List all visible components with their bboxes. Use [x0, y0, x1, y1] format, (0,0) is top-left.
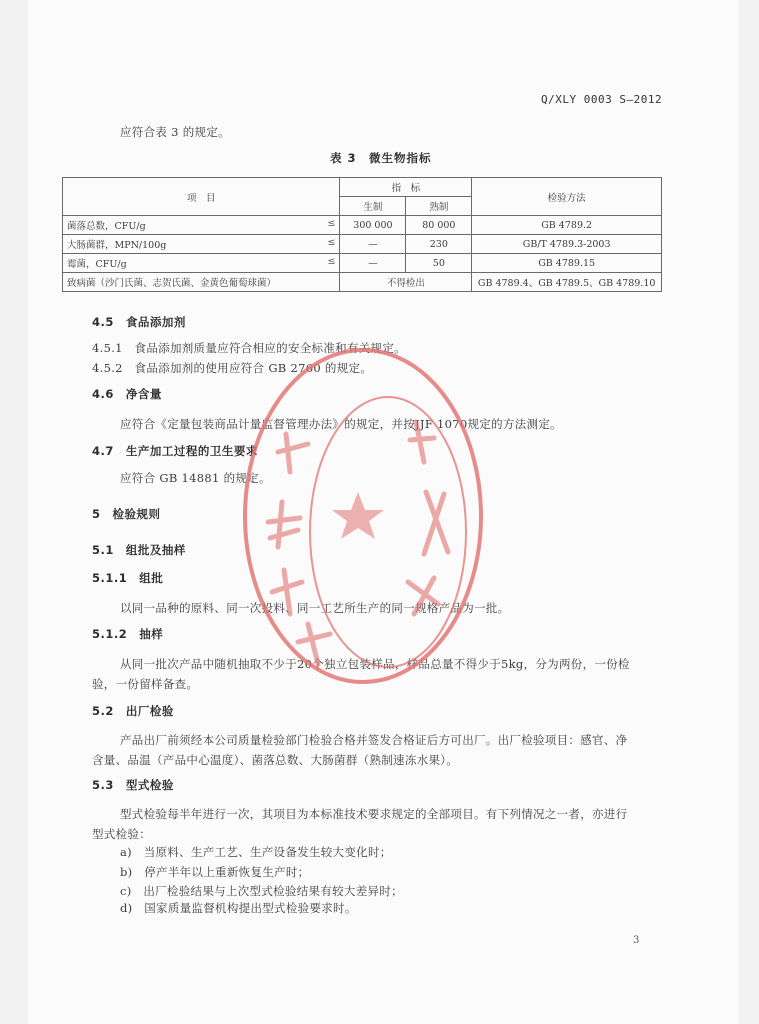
page-number: 3 [633, 935, 640, 946]
table-header-row [63, 178, 662, 197]
section-5-1-2-heading: 5.1.2 抽样 [92, 627, 164, 641]
row-item: 菌落总数，CFU/g ≤ [63, 216, 340, 235]
row-method: GB 4789.4、GB 4789.5、GB 4789.10 [472, 273, 662, 292]
section-5-1-2-text-line1: 从同一批次产品中随机抽取不少于20个独立包装样品，样品总量不得少于5kg，分为两份，一份检 [120, 657, 630, 671]
section-4-7-heading: 4.7 生产加工过程的卫生要求 [92, 444, 258, 458]
row-method: GB 4789.2 [472, 216, 662, 235]
table-row [63, 235, 662, 254]
list-item-c: c) 出厂检验结果与上次型式检验结果有较大差异时； [120, 884, 403, 898]
section-4-6-heading: 4.6 净含量 [92, 387, 162, 401]
company-seal-stamp [238, 342, 488, 690]
list-item-a: a) 当原料、生产工艺、生产设备发生较大变化时； [120, 845, 392, 859]
header-method: 检验方法 [472, 178, 662, 216]
table-row [63, 273, 662, 292]
list-item-d: d) 国家质量监督机构提出型式检验要求时。 [120, 901, 357, 915]
row-value: 不得检出 [340, 273, 472, 292]
row-item: 大肠菌群，MPN/100g ≤ [63, 235, 340, 254]
section-5-1-2-text-line2: 验，一份留样备查。 [92, 677, 199, 691]
section-5-1-1-heading: 5.1.1 组批 [92, 571, 164, 585]
row-raw: 300 000 [340, 216, 406, 235]
section-5-2-text-line2: 含量、品温（产品中心温度）、菌落总数、大肠菌群（熟制速冻水果）。 [92, 753, 459, 767]
row-cooked: 50 [406, 254, 472, 273]
section-4-5-1: 4.5.1 食品添加剂质量应符合相应的安全标准和有关规定。 [92, 341, 406, 355]
section-4-5-2: 4.5.2 食品添加剂的使用应符合 GB 2760 的规定。 [92, 361, 373, 375]
header-index: 指 标 [340, 178, 472, 197]
intro-line: 应符合表 3 的规定。 [120, 125, 230, 139]
section-4-5-heading: 4.5 食品添加剂 [92, 315, 186, 329]
row-item: 霉菌，CFU/g ≤ [63, 254, 340, 273]
microbial-indicator-table [62, 177, 662, 292]
section-5-3-heading: 5.3 型式检验 [92, 778, 174, 792]
section-5-3-text-line2: 型式检验： [92, 827, 151, 841]
row-raw: — [340, 254, 406, 273]
table-row [63, 254, 662, 273]
row-method: GB/T 4789.3-2003 [472, 235, 662, 254]
section-5-2-heading: 5.2 出厂检验 [92, 704, 174, 718]
table-caption: 表 3 微生物指标 [330, 151, 432, 165]
row-method: GB 4789.15 [472, 254, 662, 273]
standard-code: Q/XLY 0003 S—2012 [541, 93, 663, 106]
section-4-7-text: 应符合 GB 14881 的规定。 [120, 471, 271, 485]
section-5-3-text-line1: 型式检验每半年进行一次，其项目为本标准技术要求规定的全部项目。有下列情况之一者，亦进行 [120, 807, 628, 821]
header-cooked: 熟制 [406, 197, 472, 216]
section-5-1-1-text: 以同一品种的原料、同一次投料、同一工艺所生产的同一规格产品为一批。 [120, 601, 510, 615]
section-4-6-text: 应符合《定量包装商品计量监督管理办法》的规定，并按JJF 1070规定的方法测定。 [120, 417, 562, 431]
row-item: 致病菌（沙门氏菌、志贺氏菌、金黄色葡萄球菌） [63, 273, 340, 292]
section-5-2-text-line1: 产品出厂前须经本公司质量检验部门检验合格并签发合格证后方可出厂。出厂检验项目：感官、净 [120, 733, 628, 747]
header-item: 项 目 [63, 178, 340, 216]
row-cooked: 80 000 [406, 216, 472, 235]
table-row [63, 216, 662, 235]
header-raw: 生制 [340, 197, 406, 216]
section-5-1-heading: 5.1 组批及抽样 [92, 543, 186, 557]
list-item-b: b) 停产半年以上重新恢复生产时； [120, 865, 310, 879]
row-raw: — [340, 235, 406, 254]
section-5-heading: 5 检验规则 [92, 507, 161, 521]
row-cooked: 230 [406, 235, 472, 254]
